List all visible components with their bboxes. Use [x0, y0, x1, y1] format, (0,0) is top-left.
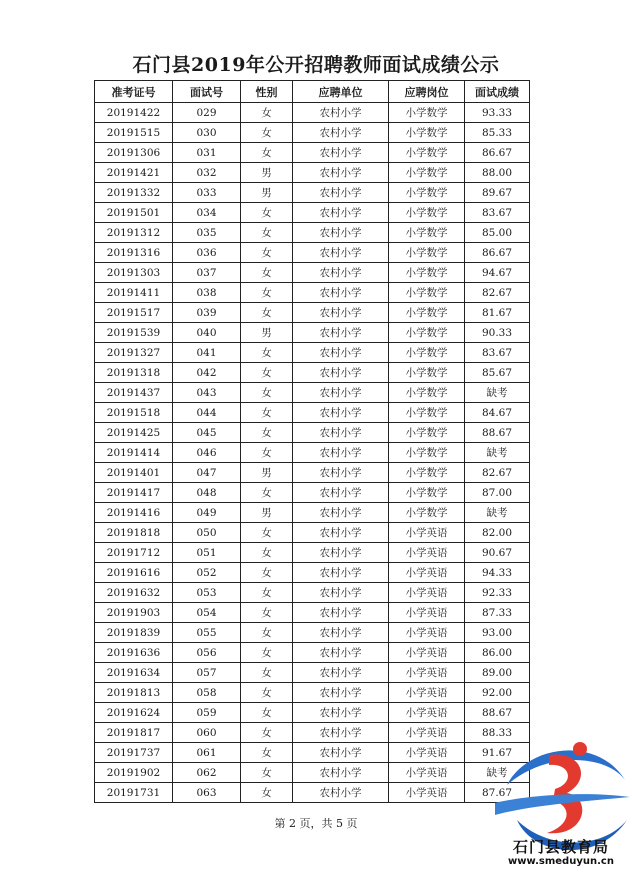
table-cell: 87.33: [465, 603, 530, 623]
table-row: [95, 383, 530, 403]
table-cell: 农村小学: [293, 143, 389, 163]
table-cell: 060: [173, 723, 241, 743]
table-cell: 男: [241, 463, 293, 483]
table-row: [95, 603, 530, 623]
table-cell: 小学数学: [389, 343, 465, 363]
table-cell: 农村小学: [293, 523, 389, 543]
table-cell: 小学数学: [389, 383, 465, 403]
table-cell: 048: [173, 483, 241, 503]
table-cell: 033: [173, 183, 241, 203]
table-row: [95, 263, 530, 283]
table-cell: 050: [173, 523, 241, 543]
table-row: [95, 143, 530, 163]
table-cell: 女: [241, 483, 293, 503]
column-header: 准考证号: [95, 81, 173, 103]
table-cell: 小学英语: [389, 623, 465, 643]
table-cell: 农村小学: [293, 623, 389, 643]
table-cell: 小学数学: [389, 223, 465, 243]
table-row: [95, 163, 530, 183]
table-row: [95, 683, 530, 703]
table-cell: 小学英语: [389, 723, 465, 743]
table-cell: 20191416: [95, 503, 173, 523]
page-title: 石门县2019年公开招聘教师面试成绩公示: [132, 54, 500, 76]
table-cell: 男: [241, 503, 293, 523]
table-cell: 小学英语: [389, 703, 465, 723]
table-cell: 031: [173, 143, 241, 163]
table-cell: 小学数学: [389, 483, 465, 503]
table-cell: 女: [241, 563, 293, 583]
table-cell: 农村小学: [293, 783, 389, 803]
table-cell: 农村小学: [293, 423, 389, 443]
table-cell: 小学数学: [389, 363, 465, 383]
table-cell: 055: [173, 623, 241, 643]
table-cell: 女: [241, 623, 293, 643]
table-cell: 缺考: [465, 503, 530, 523]
table-cell: 农村小学: [293, 603, 389, 623]
table-cell: 20191306: [95, 143, 173, 163]
table-cell: 农村小学: [293, 563, 389, 583]
table-cell: 029: [173, 103, 241, 123]
table-cell: 20191327: [95, 343, 173, 363]
table-cell: 女: [241, 643, 293, 663]
table-cell: 女: [241, 743, 293, 763]
table-cell: 054: [173, 603, 241, 623]
table-cell: 女: [241, 303, 293, 323]
table-cell: 农村小学: [293, 323, 389, 343]
table-cell: 20191425: [95, 423, 173, 443]
table-cell: 小学数学: [389, 303, 465, 323]
table-cell: 036: [173, 243, 241, 263]
table-cell: 女: [241, 723, 293, 743]
table-row: [95, 363, 530, 383]
table-cell: 小学英语: [389, 523, 465, 543]
table-cell: 女: [241, 443, 293, 463]
table-cell: 063: [173, 783, 241, 803]
table-body: [95, 103, 530, 803]
table-cell: 20191437: [95, 383, 173, 403]
table-cell: 小学数学: [389, 203, 465, 223]
table-cell: 20191817: [95, 723, 173, 743]
table-cell: 030: [173, 123, 241, 143]
table-row: [95, 323, 530, 343]
table-cell: 056: [173, 643, 241, 663]
table-cell: 20191616: [95, 563, 173, 583]
table-cell: 20191501: [95, 203, 173, 223]
table-row: [95, 643, 530, 663]
table-cell: 小学数学: [389, 423, 465, 443]
table-cell: 038: [173, 283, 241, 303]
table-cell: 85.33: [465, 123, 530, 143]
table-cell: 039: [173, 303, 241, 323]
table-row: [95, 583, 530, 603]
table-row: [95, 763, 530, 783]
table-cell: 20191539: [95, 323, 173, 343]
table-cell: 女: [241, 603, 293, 623]
table-cell: 057: [173, 663, 241, 683]
table-cell: 062: [173, 763, 241, 783]
table-cell: 小学英语: [389, 643, 465, 663]
table-cell: 20191712: [95, 543, 173, 563]
table-row: [95, 503, 530, 523]
table-row: [95, 183, 530, 203]
table-cell: 小学数学: [389, 183, 465, 203]
table-cell: 94.67: [465, 263, 530, 283]
table-cell: 20191312: [95, 223, 173, 243]
table-cell: 87.67: [465, 783, 530, 803]
table-row: [95, 343, 530, 363]
table-cell: 20191421: [95, 163, 173, 183]
table-cell: 男: [241, 163, 293, 183]
table-cell: 83.67: [465, 343, 530, 363]
table-row: [95, 203, 530, 223]
table-row: [95, 103, 530, 123]
table-cell: 86.67: [465, 243, 530, 263]
table-cell: 91.67: [465, 743, 530, 763]
table-cell: 农村小学: [293, 703, 389, 723]
table-cell: 女: [241, 423, 293, 443]
table-cell: 89.00: [465, 663, 530, 683]
table-cell: 20191518: [95, 403, 173, 423]
table-cell: 女: [241, 403, 293, 423]
table-cell: 20191731: [95, 783, 173, 803]
table-cell: 农村小学: [293, 223, 389, 243]
table-cell: 87.00: [465, 483, 530, 503]
table-cell: 035: [173, 223, 241, 243]
table-cell: 042: [173, 363, 241, 383]
table-cell: 女: [241, 703, 293, 723]
table-cell: 农村小学: [293, 583, 389, 603]
table-cell: 20191634: [95, 663, 173, 683]
table-cell: 女: [241, 263, 293, 283]
table-cell: 90.33: [465, 323, 530, 343]
table-cell: 女: [241, 383, 293, 403]
table-cell: 小学英语: [389, 683, 465, 703]
table-cell: 农村小学: [293, 203, 389, 223]
table-cell: 女: [241, 763, 293, 783]
table-cell: 女: [241, 543, 293, 563]
table-cell: 农村小学: [293, 263, 389, 283]
table-cell: 缺考: [465, 383, 530, 403]
table-cell: 女: [241, 683, 293, 703]
table-cell: 053: [173, 583, 241, 603]
table-cell: 农村小学: [293, 483, 389, 503]
table-cell: 女: [241, 283, 293, 303]
table-cell: 81.67: [465, 303, 530, 323]
table-cell: 20191401: [95, 463, 173, 483]
table-cell: 061: [173, 743, 241, 763]
table-row: [95, 543, 530, 563]
table-cell: 88.00: [465, 163, 530, 183]
table-row: [95, 403, 530, 423]
logo-text: 石门县教育局: [512, 838, 609, 856]
table-cell: 小学数学: [389, 243, 465, 263]
table-cell: 20191636: [95, 643, 173, 663]
table-cell: 小学英语: [389, 663, 465, 683]
table-cell: 86.67: [465, 143, 530, 163]
table-row: [95, 723, 530, 743]
table-cell: 小学英语: [389, 583, 465, 603]
logo-url: www.smeduyun.cn: [508, 856, 614, 867]
table-row: [95, 783, 530, 803]
table-cell: 051: [173, 543, 241, 563]
table-cell: 农村小学: [293, 683, 389, 703]
table-cell: 040: [173, 323, 241, 343]
table-cell: 农村小学: [293, 723, 389, 743]
table-cell: 小学数学: [389, 163, 465, 183]
table-cell: 20191517: [95, 303, 173, 323]
table-cell: 小学数学: [389, 463, 465, 483]
table-cell: 农村小学: [293, 283, 389, 303]
table-cell: 农村小学: [293, 743, 389, 763]
table-cell: 20191903: [95, 603, 173, 623]
table-cell: 93.00: [465, 623, 530, 643]
table-cell: 20191624: [95, 703, 173, 723]
table-cell: 83.67: [465, 203, 530, 223]
table-cell: 85.00: [465, 223, 530, 243]
table-cell: 农村小学: [293, 503, 389, 523]
table-row: [95, 523, 530, 543]
table-cell: 20191839: [95, 623, 173, 643]
table-cell: 84.67: [465, 403, 530, 423]
table-cell: 034: [173, 203, 241, 223]
page-footer: 第 2 页，共 5 页: [274, 817, 358, 830]
table-row: [95, 623, 530, 643]
table-cell: 046: [173, 443, 241, 463]
table-cell: 农村小学: [293, 303, 389, 323]
table-cell: 农村小学: [293, 363, 389, 383]
table-cell: 032: [173, 163, 241, 183]
table-cell: 小学英语: [389, 783, 465, 803]
table-header-row: [95, 81, 530, 103]
column-header: 应聘岗位: [389, 81, 465, 103]
table-cell: 90.67: [465, 543, 530, 563]
table-cell: 女: [241, 583, 293, 603]
table-cell: 女: [241, 243, 293, 263]
table-row: [95, 303, 530, 323]
table-cell: 82.67: [465, 463, 530, 483]
table-cell: 044: [173, 403, 241, 423]
column-header: 性别: [241, 81, 293, 103]
table-cell: 小学数学: [389, 503, 465, 523]
table-cell: 农村小学: [293, 243, 389, 263]
table-cell: 049: [173, 503, 241, 523]
table-cell: 20191818: [95, 523, 173, 543]
table-cell: 小学数学: [389, 123, 465, 143]
table-row: [95, 243, 530, 263]
table-cell: 20191902: [95, 763, 173, 783]
table-cell: 农村小学: [293, 403, 389, 423]
table-cell: 小学数学: [389, 443, 465, 463]
table-cell: 小学英语: [389, 563, 465, 583]
table-cell: 037: [173, 263, 241, 283]
table-row: [95, 663, 530, 683]
table-row: [95, 443, 530, 463]
table-cell: 20191417: [95, 483, 173, 503]
table-cell: 女: [241, 103, 293, 123]
table-cell: 农村小学: [293, 163, 389, 183]
table-cell: 小学英语: [389, 603, 465, 623]
table-cell: 女: [241, 123, 293, 143]
table-cell: 女: [241, 203, 293, 223]
table-cell: 小学数学: [389, 403, 465, 423]
table-cell: 82.67: [465, 283, 530, 303]
table-cell: 女: [241, 343, 293, 363]
table-cell: 20191422: [95, 103, 173, 123]
table-cell: 女: [241, 783, 293, 803]
table-cell: 88.67: [465, 423, 530, 443]
table-row: [95, 223, 530, 243]
table-cell: 农村小学: [293, 383, 389, 403]
table-cell: 缺考: [465, 443, 530, 463]
table-cell: 88.33: [465, 723, 530, 743]
table-cell: 94.33: [465, 563, 530, 583]
table-cell: 女: [241, 663, 293, 683]
table-cell: 男: [241, 323, 293, 343]
table-cell: 20191318: [95, 363, 173, 383]
column-header: 应聘单位: [293, 81, 389, 103]
table-row: [95, 743, 530, 763]
table-cell: 农村小学: [293, 103, 389, 123]
table-cell: 20191332: [95, 183, 173, 203]
table-row: [95, 123, 530, 143]
table-cell: 女: [241, 523, 293, 543]
table-cell: 058: [173, 683, 241, 703]
table-cell: 缺考: [465, 763, 530, 783]
table-cell: 农村小学: [293, 643, 389, 663]
column-header: 面试号: [173, 81, 241, 103]
table-cell: 89.67: [465, 183, 530, 203]
table-cell: 041: [173, 343, 241, 363]
table-cell: 女: [241, 223, 293, 243]
table-cell: 男: [241, 183, 293, 203]
table-cell: 农村小学: [293, 343, 389, 363]
table-row: [95, 463, 530, 483]
table-cell: 农村小学: [293, 663, 389, 683]
table-cell: 045: [173, 423, 241, 443]
table-cell: 农村小学: [293, 463, 389, 483]
table-cell: 小学数学: [389, 323, 465, 343]
table-cell: 农村小学: [293, 443, 389, 463]
table-cell: 20191303: [95, 263, 173, 283]
table-cell: 20191515: [95, 123, 173, 143]
table-cell: 小学英语: [389, 543, 465, 563]
table-cell: 20191411: [95, 283, 173, 303]
column-header: 面试成绩: [465, 81, 530, 103]
table-cell: 052: [173, 563, 241, 583]
table-cell: 93.33: [465, 103, 530, 123]
table-row: [95, 563, 530, 583]
table-cell: 92.00: [465, 683, 530, 703]
table-cell: 047: [173, 463, 241, 483]
table-row: [95, 283, 530, 303]
table-cell: 小学英语: [389, 743, 465, 763]
table-cell: 农村小学: [293, 123, 389, 143]
table-row: [95, 703, 530, 723]
table-cell: 农村小学: [293, 543, 389, 563]
score-table: [94, 80, 530, 803]
table-cell: 小学数学: [389, 283, 465, 303]
table-cell: 82.00: [465, 523, 530, 543]
table-cell: 农村小学: [293, 183, 389, 203]
table-cell: 043: [173, 383, 241, 403]
table-cell: 女: [241, 363, 293, 383]
table-cell: 小学数学: [389, 263, 465, 283]
table-cell: 20191632: [95, 583, 173, 603]
table-row: [95, 423, 530, 443]
table-cell: 小学英语: [389, 763, 465, 783]
table-cell: 20191813: [95, 683, 173, 703]
table-cell: 小学数学: [389, 143, 465, 163]
table-row: [95, 483, 530, 503]
table-cell: 农村小学: [293, 763, 389, 783]
table-cell: 85.67: [465, 363, 530, 383]
table-cell: 059: [173, 703, 241, 723]
table-cell: 20191414: [95, 443, 173, 463]
table-cell: 小学数学: [389, 103, 465, 123]
table-cell: 88.67: [465, 703, 530, 723]
table-cell: 20191316: [95, 243, 173, 263]
table-cell: 92.33: [465, 583, 530, 603]
table-cell: 86.00: [465, 643, 530, 663]
table-cell: 20191737: [95, 743, 173, 763]
table-cell: 女: [241, 143, 293, 163]
